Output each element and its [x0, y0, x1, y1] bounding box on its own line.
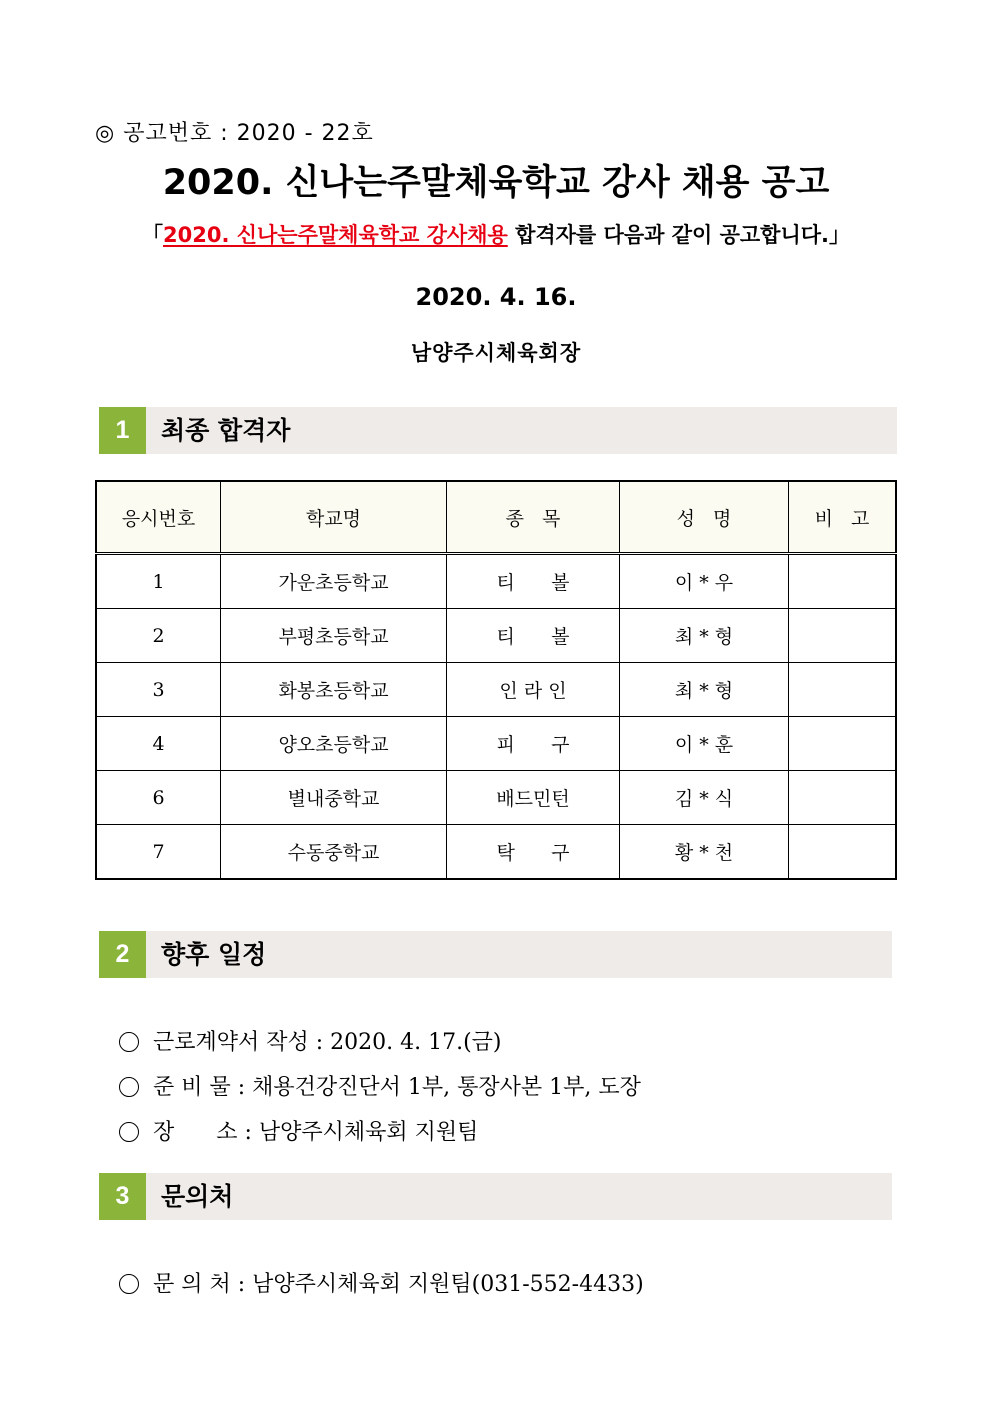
- schedule-text: 장 소 : 남양주시체육회 지원팀: [153, 1120, 479, 1145]
- section-2-header: [99, 931, 892, 978]
- cell-sport: 티 볼: [447, 609, 620, 663]
- page-title: 2020. 신나는주말체육학교 강사 채용 공고: [162, 163, 830, 203]
- cell-applicant-no: 7: [96, 825, 221, 880]
- cell-name: 이 * 우: [620, 554, 789, 609]
- cell-applicant-no: 1: [96, 554, 221, 609]
- table-row: [96, 771, 896, 825]
- header-applicant-no: 응시번호: [96, 481, 221, 554]
- section-number: 1: [99, 407, 146, 454]
- cell-applicant-no: 4: [96, 717, 221, 771]
- cell-applicant-no: 6: [96, 771, 221, 825]
- cell-name: 김 * 식: [620, 771, 789, 825]
- table-row: [96, 554, 896, 609]
- cell-school: 부평초등학교: [221, 609, 447, 663]
- cell-school: 가운초등학교: [221, 554, 447, 609]
- header-sport: 종 목: [447, 481, 620, 554]
- section-1-header: [99, 407, 897, 454]
- cell-sport: 탁 구: [447, 825, 620, 880]
- cell-sport: 티 볼: [447, 554, 620, 609]
- organization: 남양주시체육회장: [410, 340, 582, 365]
- header-remarks: 비 고: [789, 481, 897, 554]
- header-name: 성 명: [620, 481, 789, 554]
- table-row: [96, 609, 896, 663]
- section-number: 3: [99, 1173, 146, 1220]
- cell-school: 양오초등학교: [221, 717, 447, 771]
- section-title: 문의처: [161, 1182, 234, 1211]
- table-header-row: [96, 481, 896, 554]
- cell-remarks: [789, 771, 897, 825]
- circle-bullet-icon: [119, 1274, 139, 1294]
- cell-name: 최 * 형: [620, 663, 789, 717]
- schedule-text: 준 비 물 : 채용건강진단서 1부, 통장사본 1부, 도장: [153, 1075, 641, 1100]
- section-title: 향후 일정: [161, 940, 267, 969]
- section-3-header: [99, 1173, 892, 1220]
- cell-sport: 인 라 인: [447, 663, 620, 717]
- cell-applicant-no: 3: [96, 663, 221, 717]
- cell-remarks: [789, 663, 897, 717]
- table-row: [96, 717, 896, 771]
- results-table: [95, 480, 897, 880]
- notice-number: ◎ 공고번호 : 2020 - 22호: [95, 121, 374, 146]
- subtitle: [0, 219, 992, 249]
- schedule-item-location: [105, 1090, 478, 1146]
- announcement-date: 2020. 4. 16.: [415, 283, 577, 311]
- contact-text: 문 의 처 : 남양주시체육회 지원팀(031-552-4433): [153, 1272, 644, 1297]
- cell-sport: 배드민턴: [447, 771, 620, 825]
- cell-applicant-no: 2: [96, 609, 221, 663]
- section-number: 2: [99, 931, 146, 978]
- table-row: [96, 825, 896, 880]
- header-school: 학교명: [221, 481, 447, 554]
- cell-name: 이 * 훈: [620, 717, 789, 771]
- subtitle-open: 「: [142, 223, 163, 247]
- cell-school: 별내중학교: [221, 771, 447, 825]
- section-title: 최종 합격자: [161, 416, 291, 445]
- schedule-text: 근로계약서 작성 : 2020. 4. 17.(금): [153, 1030, 502, 1055]
- table-row: [96, 663, 896, 717]
- subtitle-highlight: 2020. 신나는주말체육학교 강사채용: [163, 223, 508, 247]
- subtitle-rest: 합격자를 다음과 같이 공고합니다.」: [507, 223, 850, 247]
- cell-sport: 피 구: [447, 717, 620, 771]
- cell-remarks: [789, 825, 897, 880]
- circle-bullet-icon: [119, 1122, 139, 1142]
- cell-remarks: [789, 609, 897, 663]
- cell-name: 최 * 형: [620, 609, 789, 663]
- contact-item: [105, 1242, 644, 1298]
- cell-remarks: [789, 554, 897, 609]
- cell-remarks: [789, 717, 897, 771]
- cell-school: 화봉초등학교: [221, 663, 447, 717]
- cell-school: 수동중학교: [221, 825, 447, 880]
- cell-name: 황 * 천: [620, 825, 789, 880]
